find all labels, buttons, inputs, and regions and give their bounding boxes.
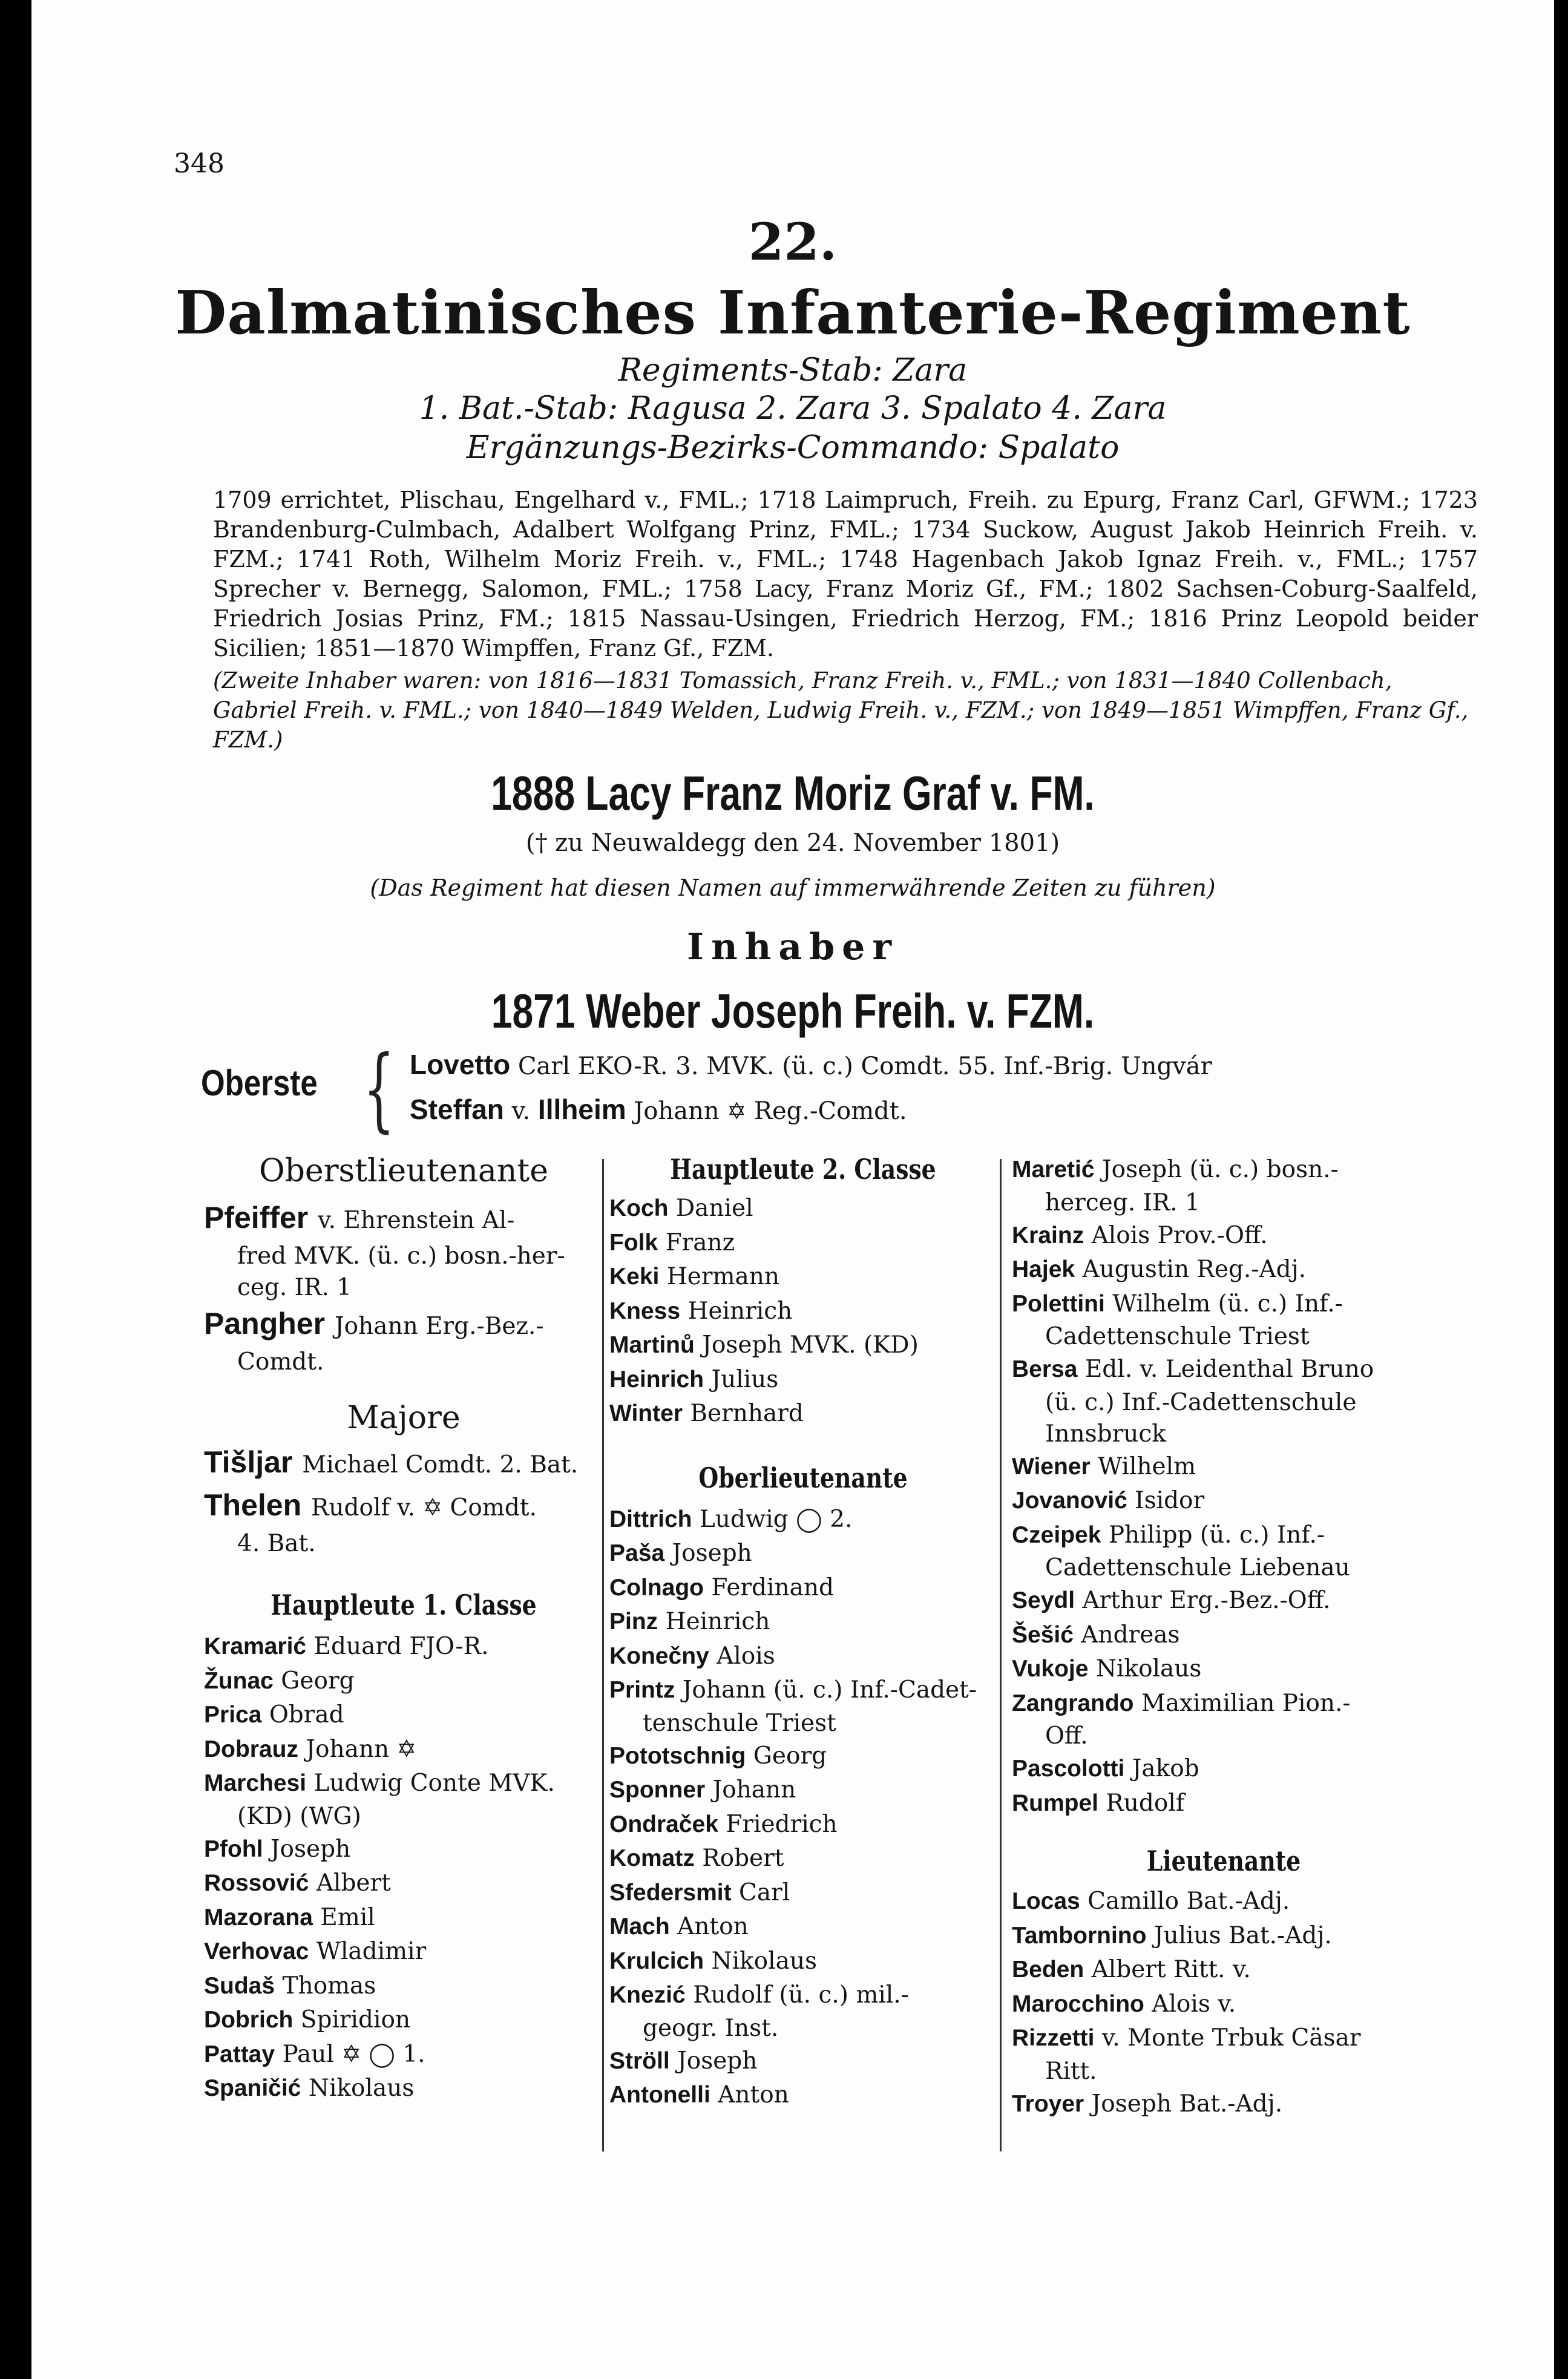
list-item — [204, 1304, 603, 1378]
surname: Verhovac — [204, 1938, 309, 1964]
entry-details: Anton — [677, 1913, 749, 1940]
list-item — [609, 1363, 997, 1397]
list-item — [1012, 1518, 1435, 1584]
entry-details: v. Ehrenstein Al- — [318, 1207, 515, 1234]
inhaber-heading: Inhaber — [687, 926, 899, 968]
surname: Martinů — [609, 1332, 695, 1358]
surname: Lovetto — [410, 1049, 511, 1080]
surname: Folk — [609, 1229, 658, 1256]
list-item — [1012, 1752, 1435, 1787]
surname: Koch — [609, 1195, 669, 1221]
surname: Tišljar — [204, 1445, 293, 1479]
surname: Spaničić — [204, 2075, 301, 2101]
surname: Krulcich — [609, 1947, 704, 1974]
list-item — [204, 1935, 603, 1969]
surname: Pfohl — [204, 1836, 263, 1862]
entry-details: Hermann — [666, 1263, 779, 1290]
list-item — [204, 1733, 603, 1767]
list-item — [1012, 1953, 1435, 1987]
entry-details: Ludwig Conte MVK. — [313, 1770, 555, 1797]
entry-continuation: fred MVK. (ü. c.) bosn.-her-ceg. IR. 1 — [237, 1242, 565, 1301]
entry-details: Joseph MVK. (KD) — [702, 1331, 919, 1359]
surname: Dobrauz — [204, 1736, 298, 1762]
entry-details: Thomas — [282, 1972, 376, 2000]
entry-details: Heinrich — [665, 1608, 770, 1635]
surname: Zangrando — [1012, 1690, 1134, 1716]
list-item — [204, 1767, 603, 1833]
entry-details: Nikolaus — [1095, 1655, 1202, 1682]
entry-details: Carl — [738, 1879, 790, 1906]
entry-details: Daniel — [675, 1195, 753, 1222]
surname: Mazorana — [204, 1904, 313, 1931]
entry-details: Wilhelm (ü. c.) Inf.- — [1112, 1290, 1343, 1317]
list-item — [609, 1944, 997, 1979]
surname: Bersa — [1012, 1356, 1078, 1382]
entry-continuation: Cadettenschule Triest — [1045, 1323, 1310, 1350]
list-item — [204, 1866, 603, 1901]
list-item — [204, 2072, 603, 2106]
list-item — [609, 1978, 997, 2044]
entry-details: Robert — [702, 1845, 784, 1872]
entry-continuation: geogr. Inst. — [643, 2014, 779, 2042]
entry-details: Julius — [711, 1365, 779, 1393]
surname: Marocchino — [1012, 1990, 1144, 2017]
details: Carl EKO-R. 3. MVK. (ü. c.) Comdt. 55. Inf.-Brig. Ungvár — [517, 1052, 1212, 1080]
entry-details: Georg — [753, 1742, 827, 1770]
list-item — [1012, 1450, 1435, 1485]
surname: Ondraček — [609, 1811, 718, 1837]
entry-details: Andreas — [1081, 1621, 1180, 1649]
list-item — [204, 1485, 603, 1560]
entry-details: Philipp (ü. c.) Inf.- — [1108, 1521, 1325, 1549]
list-item — [204, 1969, 603, 2004]
surname: Thelen — [204, 1488, 302, 1522]
entry-continuation: Comdt. — [237, 1348, 324, 1376]
ergaenzung-command: Ergänzungs-Bezirks-Commando: Spalato — [466, 430, 1120, 466]
entry-details: Michael Comdt. 2. Bat. — [302, 1451, 579, 1478]
list-item — [609, 1295, 997, 1329]
list-item — [609, 1808, 997, 1842]
list-item — [204, 1442, 603, 1485]
list-item — [1012, 1885, 1435, 1919]
surname: Maretić — [1012, 1157, 1095, 1183]
surname: Ströll — [609, 2047, 670, 2074]
surname: Steffan — [410, 1094, 504, 1125]
surname: Pascolotti — [1012, 1756, 1125, 1782]
list-item — [1012, 2021, 1435, 2087]
entry-details: Johann Erg.-Bez.- — [334, 1313, 544, 1340]
entry-details: Nikolaus — [308, 2075, 415, 2102]
entry-details: Augustin Reg.-Adj. — [1082, 1256, 1307, 1283]
surname: Prica — [204, 1702, 262, 1728]
surname: Rossović — [204, 1870, 309, 1896]
entry-details: Alois v. — [1152, 1990, 1236, 2018]
entry-details: Arthur Erg.-Bez.-Off. — [1082, 1587, 1331, 1614]
section-heading-majore: Majore — [347, 1400, 461, 1436]
surname: Pfeiffer — [204, 1201, 309, 1235]
entry-continuation: Cadettenschule Liebenau — [1045, 1554, 1350, 1581]
battalion-stab: 1. Bat.-Stab: Ragusa 2. Zara 3. Spalato 4. Zara — [419, 390, 1167, 427]
entry-continuation: herceg. IR. 1 — [1045, 1189, 1200, 1216]
entry-details: Isidor — [1135, 1487, 1205, 1514]
surname: Dittrich — [609, 1506, 692, 1532]
list-item — [1012, 1584, 1435, 1618]
surname: Žunac — [204, 1667, 274, 1694]
surname: Antonelli — [609, 2082, 710, 2108]
list-item — [609, 1910, 997, 1944]
surname: Rizzetti — [1012, 2025, 1095, 2051]
surname: Winter — [609, 1400, 683, 1426]
list-item — [1012, 1153, 1435, 1219]
surname: Pattay — [204, 2041, 275, 2067]
list-item — [1012, 1219, 1435, 1253]
given-name: Johann — [634, 1097, 720, 1125]
namesake-death-note: († zu Neuwaldegg den 24. November 1801) — [525, 829, 1060, 857]
entry-details: Emil — [320, 1903, 375, 1931]
entry-details: Bernhard — [690, 1400, 804, 1427]
list-item — [204, 1833, 603, 1867]
surname: Wiener — [1012, 1453, 1091, 1480]
surname: Kness — [609, 1298, 681, 1324]
list-item — [609, 1639, 997, 1674]
list-item — [609, 1503, 997, 1537]
section-heading-hauptleute-1: Hauptleute 1. Classe — [271, 1589, 537, 1621]
surname: Šešić — [1012, 1621, 1074, 1648]
list-item — [1012, 1618, 1435, 1653]
entry-details: Eduard FJO-R. — [313, 1633, 489, 1660]
oberste-label: Oberste — [201, 1063, 318, 1103]
list-item — [1012, 1353, 1435, 1450]
entry-details: Rudolf v. ✡ Comdt. — [311, 1494, 537, 1521]
entry-details: Franz — [665, 1229, 735, 1256]
page-sheet — [31, 0, 1554, 2379]
entry-continuation: 4. Bat. — [237, 1530, 316, 1557]
entry-details: Wilhelm — [1098, 1452, 1196, 1480]
surname: Tambornino — [1012, 1922, 1147, 1949]
entry-details: Nikolaus — [711, 1947, 818, 1975]
regiment-stab: Regiments-Stab: Zara — [618, 352, 968, 389]
list-item — [204, 2038, 603, 2072]
list-item — [609, 1328, 997, 1363]
regiment-title: Dalmatinisches Infanterie-Regiment — [175, 278, 1411, 348]
namesake-heading: 1888 Lacy Franz Moriz Graf v. FM. — [491, 766, 1095, 820]
list-item — [1012, 1484, 1435, 1518]
list-item — [609, 2044, 997, 2079]
entry-details: Jakob — [1132, 1755, 1199, 1782]
list-item — [609, 1842, 997, 1876]
entry-details: Heinrich — [687, 1297, 793, 1325]
surname: Czeipek — [1012, 1521, 1101, 1548]
entry-details: Julius Bat.-Adj. — [1153, 1921, 1332, 1949]
surname: Sfedersmit — [609, 1879, 732, 1906]
decoration-icon: ✡ — [727, 1098, 747, 1124]
list-item — [204, 1630, 603, 1664]
list-item — [1012, 2087, 1435, 2122]
column-2 — [609, 1153, 997, 2113]
surname: Kramarić — [204, 1633, 307, 1659]
entry-details: Johann (ü. c.) Inf.-Cadet- — [682, 1676, 977, 1704]
list-item — [204, 1901, 603, 1935]
entry-details: Johann ✡ — [306, 1735, 417, 1763]
list-item — [609, 1739, 997, 1774]
surname: Pinz — [609, 1609, 658, 1635]
surname: Knezić — [609, 1982, 686, 2008]
list-item — [1012, 1652, 1435, 1687]
entry-details: Alois Prov.-Off. — [1091, 1221, 1268, 1249]
oberst-steffan — [410, 1093, 907, 1126]
entry-continuation: Off. — [1045, 1722, 1088, 1750]
entry-details: Rudolf (ü. c.) mil.- — [693, 1981, 909, 2009]
surname: Keki — [609, 1264, 660, 1290]
entry-details: v. Monte Trbuk Cäsar — [1101, 2024, 1361, 2052]
surname: Mach — [609, 1914, 670, 1940]
surname: Seydl — [1012, 1587, 1075, 1613]
list-item — [609, 1571, 997, 1606]
surname: Rumpel — [1012, 1790, 1099, 1816]
surname: Locas — [1012, 1888, 1080, 1914]
list-item — [609, 1773, 997, 1808]
surname: Sponner — [609, 1777, 706, 1803]
surname: Printz — [609, 1677, 675, 1703]
entry-details: Ludwig ◯ 2. — [699, 1505, 853, 1533]
surname: Dobrich — [204, 2007, 294, 2033]
list-item — [609, 1673, 997, 1739]
surname: Vukoje — [1012, 1656, 1089, 1682]
list-item — [609, 2078, 997, 2113]
surname: Beden — [1012, 1957, 1084, 1983]
list-item — [609, 1397, 997, 1431]
entry-details: Anton — [718, 2081, 789, 2108]
surname: Hajek — [1012, 1256, 1075, 1282]
brace: { — [363, 1037, 395, 1142]
entry-details: Joseph — [270, 1835, 351, 1863]
entry-details: Friedrich — [726, 1810, 838, 1838]
list-item — [1012, 1987, 1435, 2022]
entry-details: Rudolf — [1106, 1789, 1185, 1817]
inhaber-name: 1871 Weber Joseph Freih. v. FZM. — [491, 984, 1095, 1038]
entry-details: Albert — [316, 1869, 391, 1897]
entry-details: Georg — [281, 1667, 355, 1695]
column-1 — [204, 1153, 603, 2106]
oberst-lovetto — [410, 1048, 1212, 1081]
list-item — [609, 1605, 997, 1639]
entry-details: Joseph — [677, 2047, 758, 2075]
entry-details: Alois — [717, 1642, 775, 1670]
entry-details: Joseph Bat.-Adj. — [1091, 2090, 1283, 2118]
page-number: 348 — [174, 148, 225, 179]
regiment-number: 22. — [748, 212, 838, 272]
surname: Troyer — [1012, 2090, 1084, 2117]
section-heading-lieutenante: Lieutenante — [1146, 1845, 1301, 1877]
entry-details: Obrad — [269, 1701, 344, 1728]
entry-details: Wladimir — [316, 1938, 427, 1965]
column-divider-right — [1000, 1159, 1002, 2151]
entry-continuation: tenschule Triest — [643, 1709, 836, 1737]
surname: Heinrich — [609, 1366, 704, 1393]
eternal-name-note: (Das Regiment hat diesen Namen auf immerwährende Zeiten zu führen) — [370, 874, 1216, 901]
list-item — [204, 1198, 603, 1304]
details: Reg.-Comdt. — [753, 1097, 907, 1125]
list-item — [204, 1664, 603, 1699]
surname: Marchesi — [204, 1770, 307, 1796]
entry-details: Joseph (ü. c.) bosn.- — [1101, 1156, 1339, 1183]
entry-details: Albert Ritt. v. — [1091, 1956, 1251, 1983]
entry-details: Maximilian Pion.- — [1141, 1689, 1351, 1717]
surname: Komatz — [609, 1845, 695, 1871]
surname: Jovanović — [1012, 1488, 1127, 1514]
section-heading-oberstlieutenante: Oberstlieutenante — [259, 1153, 548, 1189]
list-item — [204, 1698, 603, 1733]
list-item — [609, 1192, 997, 1226]
list-item — [1012, 1919, 1435, 1954]
surname: Pangher — [204, 1307, 326, 1340]
entry-continuation: (ü. c.) Inf.-Cadettenschule Innsbruck — [1045, 1388, 1357, 1448]
entry-details: Paul ✡ ◯ 1. — [282, 2040, 425, 2068]
list-item — [1012, 1687, 1435, 1753]
entry-details: Edl. v. Leidenthal Bruno — [1084, 1356, 1374, 1383]
list-item — [1012, 1787, 1435, 1821]
list-item — [609, 1537, 997, 1571]
list-item — [609, 1226, 997, 1261]
entry-details: Joseph — [672, 1540, 752, 1567]
surname: Colnago — [609, 1574, 704, 1601]
surname: Krainz — [1012, 1222, 1084, 1249]
regiment-history: 1709 errichtet, Plischau, Engelhard v., FML.; 1718 Laimpruch, Freih. zu Epurg, Franz Carl, GFWM.; 1723 Brandenburg-Culmbach, Adalbert Wolfgang Prinz, FML.; 1734 Suckow, August Jakob Heinrich Freih. v. FZM.; 1741 Roth, Wilhelm Moriz Freih. v., FML.; 1748 Hagenbach Jakob Ignaz Freih. v., FML.; 1757 Sprecher v. Bernegg, Salomon, FML.; 1758 Lacy, Franz Moriz Gf., FM.; 1802 Sachsen-Coburg-Saalfeld, Friedrich Josias Prinz, FM.; 1815 Nassau-Usingen, Friedrich Herzog, FM.; 1816 Prinz Leopold beider Sicilien; 1851—1870 Wimpffen, Franz Gf., FZM. — [213, 487, 1478, 661]
second-owners-note: (Zweite Inhaber waren: von 1816—1831 Tomassich, Franz Freih. v., FML.; von 1831—1840 Collenbach, Gabriel Freih. v. FML.; von 1840—1849 Welden, Ludwig Freih. v., FZM.; von 1849—1851 Wimpffen, Franz Gf., FZM.) — [213, 668, 1469, 753]
section-heading-oberlieutenante: Oberlieutenante — [698, 1461, 908, 1494]
list-item — [1012, 1287, 1435, 1353]
surname: Konečny — [609, 1642, 709, 1669]
list-item — [1012, 1253, 1435, 1287]
entry-details: Camillo Bat.-Adj. — [1087, 1888, 1290, 1915]
surname: Polettini — [1012, 1290, 1105, 1317]
entry-continuation: (KD) (WG) — [237, 1802, 361, 1830]
surname: Paša — [609, 1540, 665, 1566]
entry-details: Ferdinand — [711, 1573, 834, 1601]
entry-continuation: Ritt. — [1045, 2057, 1097, 2085]
list-item — [204, 2003, 603, 2038]
entry-details: Spiridion — [300, 2006, 411, 2033]
surname-part: Illheim — [537, 1094, 626, 1125]
section-heading-hauptleute-2: Hauptleute 2. Classe — [670, 1153, 936, 1186]
particle: v. — [511, 1097, 531, 1125]
surname: Sudaš — [204, 1972, 275, 1999]
surname: Pototschnig — [609, 1742, 746, 1769]
list-item — [609, 1876, 997, 1911]
entry-details: Johann — [712, 1776, 796, 1803]
list-item — [609, 1260, 997, 1295]
column-3 — [1012, 1153, 1435, 2121]
